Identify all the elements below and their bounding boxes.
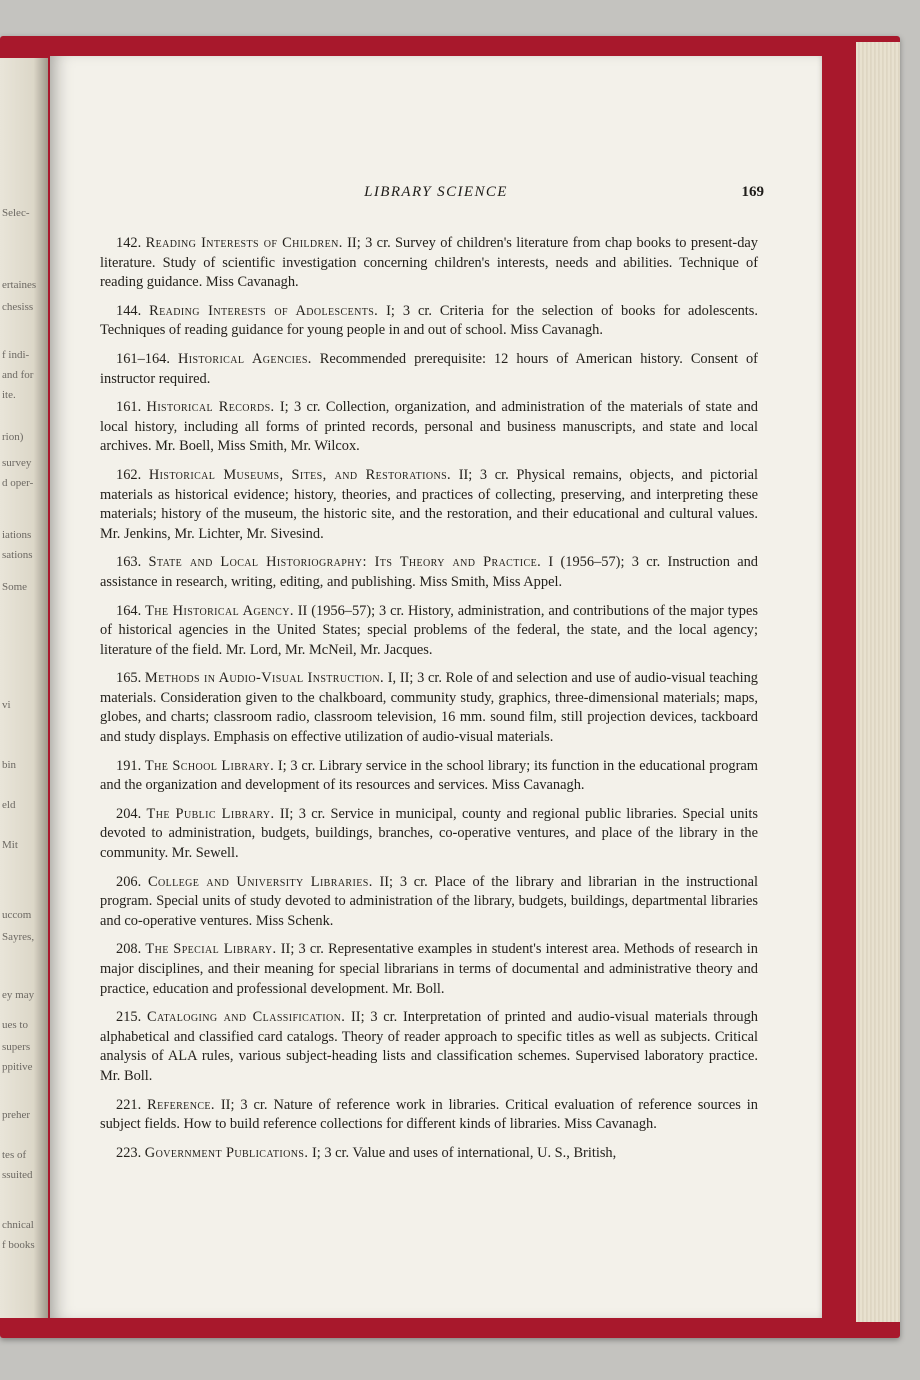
course-description: I, II; 3 cr. Role of and selection and use of audio-visual teaching materials. Consideration given to the chalkboard, community study, graphics, three-dimensional materials; maps, globes, and charts; classroom radio, classroom television, 16 mm. sound film, still projection devices, tackboard and study displays. Emphasis on effective utilization of audio-visual materials. xyxy=(100,670,758,746)
course-title: The School Library. xyxy=(144,757,275,774)
course-title: The Historical Agency. xyxy=(145,602,294,619)
facing-page-fragment: Some xyxy=(2,581,28,593)
course-description: I; 3 cr. Criteria for the selection of books for adolescents. Techniques of reading guidance for young people in and out of school. Miss Cavanagh. xyxy=(100,302,758,339)
facing-page-fragment: bin xyxy=(2,759,17,771)
course-number: 206. xyxy=(116,873,142,890)
facing-page-fragment: uccom xyxy=(2,909,32,921)
course-entry xyxy=(100,602,758,661)
course-number: 142. xyxy=(116,235,142,251)
facing-page-fragment: survey xyxy=(2,457,32,469)
course-entry xyxy=(100,234,758,293)
course-entry xyxy=(100,669,758,747)
course-number: 208. xyxy=(116,941,142,958)
course-title: College and University Libraries. xyxy=(147,873,373,890)
course-entry xyxy=(100,398,758,457)
facing-page-fragment: f indi- xyxy=(2,349,30,361)
course-number: 144. xyxy=(116,302,142,319)
course-description: I; 3 cr. Library service in the school library; its function in the educational program and the organization and development of its resources and services. Miss Cavanagh. xyxy=(100,757,758,794)
course-number: 221. xyxy=(116,1096,142,1113)
facing-page-fragment: Sayres, xyxy=(2,931,35,943)
facing-page-fragment: preher xyxy=(2,1109,31,1121)
course-description: Recommended prerequisite: 12 hours of American history. Consent of instructor required. xyxy=(100,350,758,387)
facing-page-fragment: ertaines xyxy=(2,279,37,291)
course-entry xyxy=(100,873,758,932)
facing-page-fragment: Selec- xyxy=(2,207,30,219)
facing-page-fragment: vi xyxy=(2,699,11,711)
course-description: I; 3 cr. Collection, organization, and administration of the materials of state and local history, including all forms of printed records, personal and business manuscripts, and state and local archives. Mr. Boell, Miss Smith, Mr. Wilcox. xyxy=(100,399,759,455)
course-entry xyxy=(100,302,758,341)
course-title: Cataloging and Classification. xyxy=(146,1009,346,1026)
running-head xyxy=(50,184,822,208)
course-description: I; 3 cr. Value and uses of international, U. S., British, xyxy=(311,1144,617,1161)
course-entry xyxy=(100,1144,758,1164)
facing-page-fragment: ite. xyxy=(2,389,16,401)
course-title: Historical Museums, Sites, and Restorations. xyxy=(148,466,452,483)
facing-page-fragment: ues to xyxy=(2,1019,28,1031)
course-description: II (1956–57); 3 cr. History, administration, and contributions of the major types of historical agencies in the United States; special problems of the federal, the state, and the local agency; literature of the field. Mr. Lord, Mr. McNeil, Mr. Jacques. xyxy=(100,602,758,658)
facing-page-fragment: f books xyxy=(2,1239,35,1251)
course-title: Methods in Audio-Visual Instruction. xyxy=(144,670,385,687)
course-number: 223. xyxy=(116,1144,142,1161)
course-number: 161–164. xyxy=(116,350,170,367)
course-description: II; 3 cr. Place of the library and librarian in the instructional program. Special units of study devoted to administration of the library, budgets, buildings, departmental libraries and co-operative ventures. Miss Schenk. xyxy=(100,873,758,929)
page-edges xyxy=(856,42,900,1322)
course-description: II; 3 cr. Representative examples in student's interest area. Methods of research in major disciplines, and their meaning for special librarians in terms of documental and administrative theory and practice, education and professional development. Mr. Boll. xyxy=(100,941,758,997)
course-title: Reading Interests of Adolescents. xyxy=(149,302,379,319)
course-title: State and Local Historiography: Its Theory and Practice. xyxy=(148,554,542,571)
course-title: The Special Library. xyxy=(145,941,277,958)
course-title: Reading Interests of Children. xyxy=(145,235,343,251)
running-title: LIBRARY SCIENCE xyxy=(364,184,508,200)
course-description: II; 3 cr. Service in municipal, county and regional public libraries. Special units devoted to administration, budgets, buildings, branches, co-operative ventures, and place of the library in the community. Mr. Sewell. xyxy=(100,805,759,862)
facing-page-fragment: ppitive xyxy=(2,1061,33,1073)
facing-page-fragment: sations xyxy=(2,549,33,561)
course-number: 215. xyxy=(116,1009,142,1026)
facing-page-fragment: Mit xyxy=(2,839,18,851)
facing-page-fragment: eld xyxy=(2,799,16,811)
course-number: 191. xyxy=(116,757,142,774)
facing-page-fragment: supers xyxy=(2,1041,31,1053)
course-number: 163. xyxy=(116,554,142,571)
facing-page-fragment: ssuited xyxy=(2,1169,33,1181)
course-description: I (1956–57); 3 cr. Instruction and assistance in research, writing, editing, and publishing. Miss Smith, Miss Appel. xyxy=(100,554,758,590)
course-entry xyxy=(100,757,758,796)
course-title: Historical Records. xyxy=(146,399,275,416)
facing-page-fragment: iations xyxy=(2,529,32,541)
facing-page-fragment: ey may xyxy=(2,989,35,1001)
course-entry xyxy=(100,940,758,999)
course-number: 204. xyxy=(116,805,142,822)
facing-page-fragment: d oper- xyxy=(2,477,34,489)
course-description: II; 3 cr. Nature of reference work in libraries. Critical evaluation of reference sources in subject fields. How to build reference collections for different kinds of libraries. Miss Cavanagh. xyxy=(100,1096,758,1133)
course-title: Historical Agencies. xyxy=(177,350,312,367)
facing-page-fragment: chesiss xyxy=(2,301,34,313)
course-number: 161. xyxy=(116,399,142,416)
course-title: Government Publications. xyxy=(144,1144,309,1161)
course-entry xyxy=(100,1096,758,1135)
course-description: II; 3 cr. Physical remains, objects, and pictorial materials as historical evidence; history, theories, and practices of collecting, preserving, and interpreting these materials; history of the museum, the historic site, and the restoration, and their educational and cultural values. Mr. Jenkins, Mr. Lichter, Mr. Sivesind. xyxy=(100,466,758,542)
course-entry xyxy=(100,1008,758,1086)
book-page xyxy=(50,56,822,1318)
facing-page-fragment: chnical xyxy=(2,1219,34,1231)
course-list xyxy=(100,234,758,1172)
facing-page-fragment: tes of xyxy=(2,1149,27,1161)
course-description: II; 3 cr. Interpretation of printed and audio-visual materials through alphabetical and classified card catalogs. Theory of reader approach to specific titles as well as subjects. Critical analysis of ALA rules, various subject-heading lists and classification schemes. Supervised laboratory practice. Mr. Boll. xyxy=(100,1009,758,1084)
course-number: 164. xyxy=(116,602,142,619)
course-number: 162. xyxy=(116,466,142,483)
course-entry xyxy=(100,553,758,592)
page-number: 169 xyxy=(741,184,764,200)
facing-page xyxy=(0,58,48,1318)
facing-page-fragment: rion) xyxy=(2,431,24,443)
facing-page-fragment: and for xyxy=(2,369,34,381)
course-title: Reference. xyxy=(147,1096,215,1113)
course-entry xyxy=(100,466,758,544)
course-entry xyxy=(100,805,758,864)
course-description: II; 3 cr. Survey of children's literature from chap books to present-day literature. Study of scientific investigation concerning children's interests, needs and abilities. Technique of reading guidance. Miss Cavanagh. xyxy=(100,235,758,291)
course-number: 165. xyxy=(116,670,142,687)
course-title: The Public Library. xyxy=(146,805,275,822)
course-entry xyxy=(100,350,758,389)
